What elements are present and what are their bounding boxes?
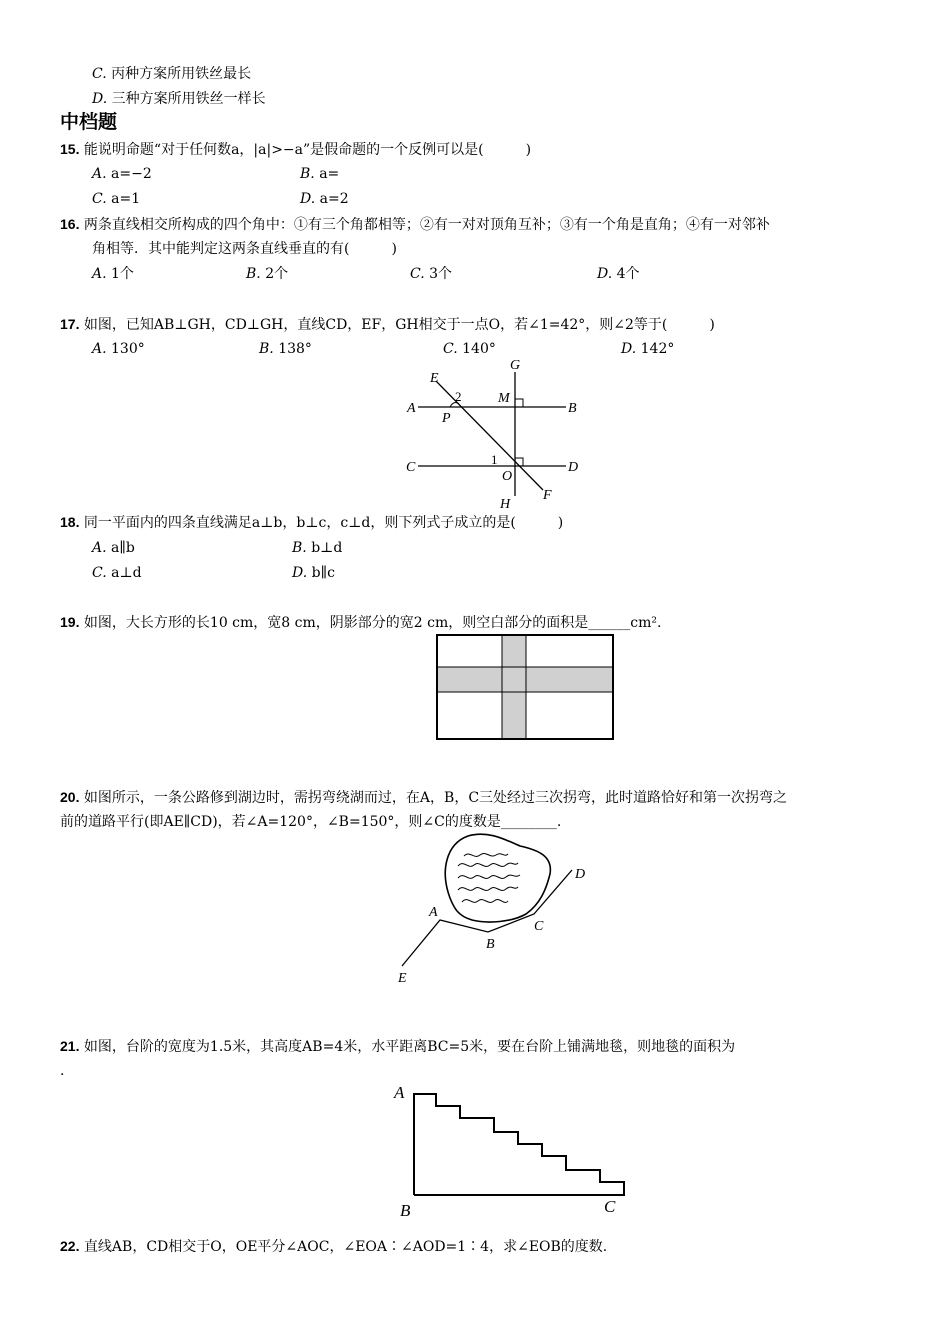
label-a: A [407, 401, 416, 416]
question-21-cont: . [60, 1063, 65, 1079]
section-title: 中档题 [60, 112, 118, 133]
label-c: C [604, 1197, 616, 1216]
label-b: B [568, 401, 577, 416]
question-15: 15. 能说明命题“对于任何数a，|a|>−a”是假命题的一个反例可以是( ) [60, 141, 532, 158]
q15-option-b: B. a= [300, 166, 340, 182]
q20-figure [388, 826, 596, 986]
label-a: A [394, 1083, 405, 1102]
question-18: 18. 同一平面内的四条直线满足a⊥b，b⊥c，c⊥d，则下列式子成立的是( ) [60, 514, 564, 531]
label-f: F [543, 488, 552, 503]
label-1: 1 [491, 452, 498, 467]
label-h: H [500, 497, 511, 510]
q15-option-d: D. a=2 [300, 191, 349, 207]
question-20: 20. 如图所示，一条公路修到湖边时，需拐弯绕湖而过，在A，B，C三处经过三次拐弯，此时道路恰好和第一次拐弯之 [60, 789, 788, 806]
option-d: D. 三种方案所用铁丝一样长 [92, 91, 266, 107]
label-b: B [400, 1201, 411, 1220]
q17-option-d: D. 142° [621, 341, 675, 357]
label-c: C [534, 919, 544, 934]
q18-option-d: D. b∥c [292, 565, 335, 581]
q17-option-b: B. 138° [259, 341, 312, 357]
q15-option-c: C. a=1 [92, 191, 141, 207]
q21-figure [390, 1078, 630, 1220]
question-16-cont: 角相等．其中能判定这两条直线垂直的有( ) [92, 241, 397, 257]
q19-figure [436, 634, 614, 740]
q18-option-a: A. a∥b [92, 540, 135, 556]
q16-option-b: B. 2个 [246, 266, 289, 282]
label-c: C [406, 460, 416, 475]
option-c: C. 丙种方案所用铁丝最长 [92, 66, 252, 82]
q15-option-a: A. a=−2 [92, 166, 152, 182]
question-19: 19. 如图，大长方形的长10 cm，宽8 cm，阴影部分的宽2 cm，则空白部分的面积是______cm². [60, 614, 662, 631]
question-20-cont: 前的道路平行(即AE∥CD)，若∠A=120°，∠B=150°，则∠C的度数是________. [60, 814, 562, 830]
question-21: 21. 如图，台阶的宽度为1.5米，其高度AB=4米，水平距离BC=5米，要在台阶上铺满地毯，则地毯的面积为 [60, 1038, 736, 1055]
q16-option-a: A. 1个 [92, 266, 134, 282]
label-e: E [430, 371, 439, 386]
question-17: 17. 如图，已知AB⊥GH，CD⊥GH，直线CD，EF，GH相交于一点O，若∠1=42°，则∠2等于( ) [60, 316, 715, 333]
label-d: D [568, 460, 579, 475]
label-o: O [502, 469, 513, 484]
q18-option-b: B. b⊥d [292, 540, 343, 556]
q17-option-a: A. 130° [92, 341, 145, 357]
label-a: A [429, 905, 438, 920]
label-g: G [510, 358, 521, 373]
label-m: M [498, 391, 510, 406]
label-d: D [575, 867, 586, 882]
question-16: 16. 两条直线相交所构成的四个角中：①有三个角都相等；②有一对对顶角互补；③有一个角是直角；④有一对邻补 [60, 216, 770, 233]
label-p: P [442, 411, 451, 426]
question-22: 22. 直线AB，CD相交于O，OE平分∠AOC，∠EOA∶∠AOD=1∶4，求∠EOB的度数. [60, 1238, 608, 1255]
label-b: B [486, 937, 495, 952]
q17-option-c: C. 140° [443, 341, 496, 357]
q18-option-c: C. a⊥d [92, 565, 142, 581]
label-2: 2 [455, 389, 462, 404]
q16-option-d: D. 4个 [597, 266, 640, 282]
label-e: E [398, 971, 407, 986]
q16-option-c: C. 3个 [410, 266, 453, 282]
q17-figure [398, 356, 590, 510]
